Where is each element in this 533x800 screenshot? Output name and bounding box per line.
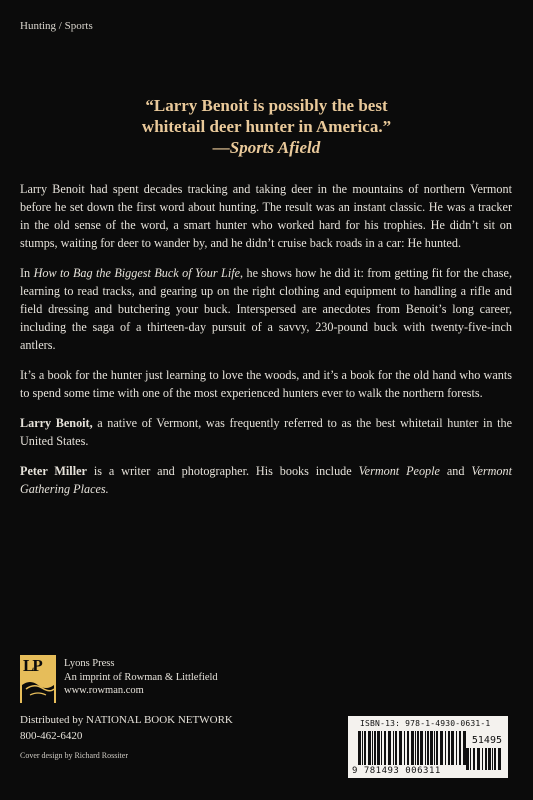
text-span: In xyxy=(20,266,34,280)
barcode-number: 9 781493 006311 xyxy=(352,766,441,776)
barcode-stripe xyxy=(417,731,419,765)
barcode-stripe xyxy=(425,731,426,765)
author-name: Larry Benoit, xyxy=(20,416,93,430)
barcode-stripe xyxy=(384,731,386,765)
barcode-stripe xyxy=(485,748,487,770)
barcode-stripe xyxy=(482,748,483,770)
barcode-stripe xyxy=(358,731,361,765)
text-span: is a writer and photographer. His books include xyxy=(86,464,359,478)
publisher-name: Lyons Press xyxy=(64,658,115,669)
barcode-stripe xyxy=(498,748,501,770)
pull-quote xyxy=(0,95,533,158)
barcode-stripe xyxy=(492,748,493,770)
text-span: a native of Vermont, was frequently referred to as the best whitetail hunter in the United States. xyxy=(20,416,512,448)
isbn-label: ISBN-13: 978-1-4930-0631-1 xyxy=(360,719,491,728)
barcode-stripe xyxy=(372,731,373,765)
barcode-stripe xyxy=(456,731,457,765)
text-span: and xyxy=(439,464,472,478)
publisher-url: www.rowman.com xyxy=(64,685,144,696)
barcode-stripe xyxy=(477,748,480,770)
barcode-stripe xyxy=(448,731,450,765)
barcode-stripe xyxy=(399,731,402,765)
logo-letters: LP xyxy=(23,656,41,675)
barcode-stripe xyxy=(459,731,461,765)
barcode-stripe xyxy=(411,731,414,765)
text-span: , he shows how he did it: from getting fit for the chase, learning to read tracks, and gearing up on the right clothing and equipment to handling a rifle and field dressing and butchering your buck. Interspersed are anecdotes from Benoit’s long career, including the saga of a thirteen-day pursuit of a savvy, 230-pound buck with twenty-five-inch antlers. xyxy=(20,266,513,352)
barcode-stripe xyxy=(488,748,491,770)
paragraph-1: Larry Benoit had spent decades tracking and taking deer in the mountains of northern Vermont before he set down the first word about hunting. The result was an instant classic. He was a tracker in the old sense of the word, a smart hunter who worked hard for his trophies. He didn’t sit on stumps, waiting for deer to wander by, and he didn’t cruise back roads in a car: He hunted. xyxy=(20,182,512,250)
barcode-stripe xyxy=(427,731,429,765)
price-barcode-bars xyxy=(466,748,502,770)
author-bio-miller xyxy=(20,462,512,498)
category-label: Hunting / Sports xyxy=(20,20,93,32)
description xyxy=(20,180,512,510)
barcode-stripe xyxy=(436,731,438,765)
barcode-stripe xyxy=(374,731,376,765)
author-bio-benoit xyxy=(20,414,512,450)
barcode-stripe xyxy=(364,731,366,765)
book-title: How to Bag the Biggest Buck of Your Life xyxy=(33,266,241,280)
publisher-imprint: An imprint of Rowman & Littlefield xyxy=(64,671,218,683)
barcode-bars xyxy=(358,731,468,765)
barcode-stripe xyxy=(381,731,382,765)
barcode-stripe xyxy=(494,748,496,770)
barcode-stripe xyxy=(362,731,363,765)
quote-attribution: —Sports Afield xyxy=(212,138,321,157)
barcode-stripe xyxy=(377,731,380,765)
cover-credit: Cover design by Richard Rossiter xyxy=(20,751,128,760)
publisher-block xyxy=(20,655,218,703)
barcode-stripe xyxy=(395,731,397,765)
barcode xyxy=(348,716,508,778)
barcode-stripe xyxy=(368,731,371,765)
paragraph-3: It’s a book for the hunter just learning to love the woods, and it’s a book for the old hand who wants to spend some time with one of the most experienced hunters ever to walk the northern forests. xyxy=(20,368,512,400)
phone-number: 800-462-6420 xyxy=(20,730,83,742)
barcode-stripe xyxy=(420,731,423,765)
quote-line-1: “Larry Benoit is possibly the best xyxy=(145,96,388,115)
paragraph-2 xyxy=(20,264,512,354)
barcode-stripe xyxy=(430,731,433,765)
barcode-stripe xyxy=(388,731,391,765)
barcode-stripe xyxy=(470,748,471,770)
book-title: Vermont People xyxy=(358,464,440,478)
barcode-stripe xyxy=(445,731,446,765)
publisher-info xyxy=(64,657,218,698)
barcode-stripe xyxy=(415,731,416,765)
barcode-stripe xyxy=(404,731,405,765)
distribution-block xyxy=(20,712,233,744)
publisher-logo xyxy=(20,655,56,703)
author-name: Peter Miller xyxy=(20,464,87,478)
barcode-stripe xyxy=(466,748,469,770)
book-title: Vermont Gathering Places. xyxy=(20,464,512,496)
barcode-stripe xyxy=(440,731,443,765)
barcode-stripe xyxy=(451,731,454,765)
barcode-stripe xyxy=(393,731,394,765)
barcode-stripe xyxy=(473,748,475,770)
quote-line-2: whitetail deer hunter in America.” xyxy=(141,117,392,136)
price-code: 51495 xyxy=(471,735,502,746)
barcode-stripe xyxy=(434,731,435,765)
distributor: Distributed by NATIONAL BOOK NETWORK xyxy=(20,714,233,726)
barcode-stripe xyxy=(407,731,409,765)
